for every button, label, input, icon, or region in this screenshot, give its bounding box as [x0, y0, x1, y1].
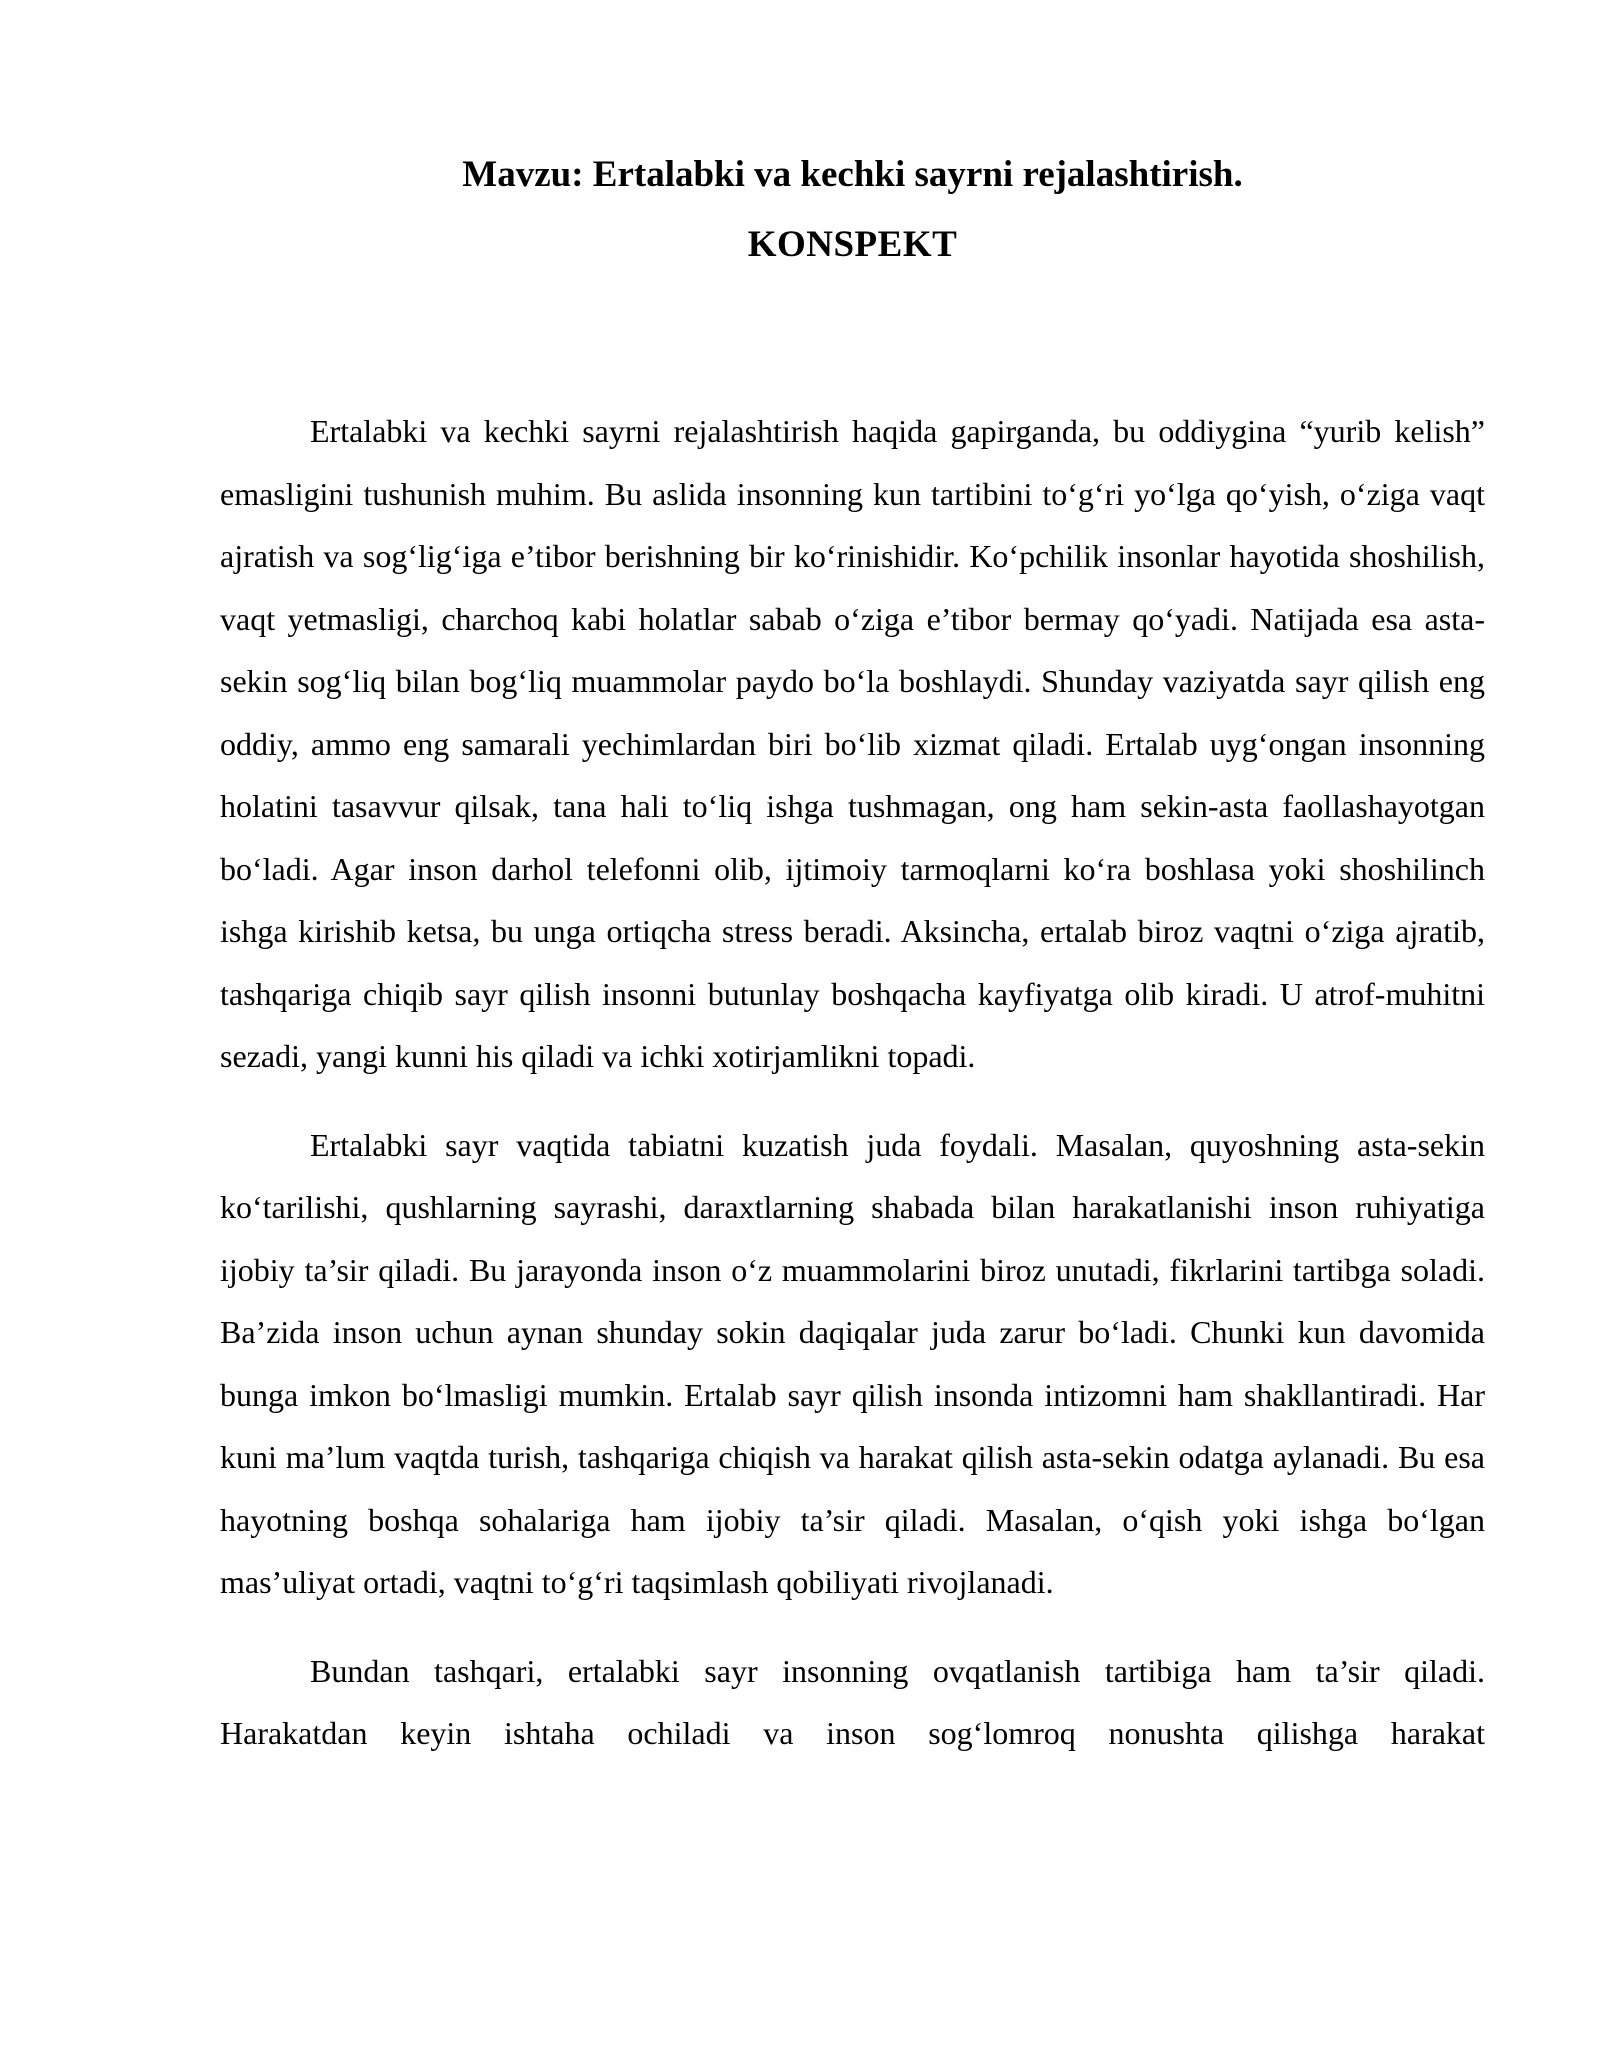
document-content — [220, 140, 1485, 1765]
document-heading: KONSPEKT — [747, 224, 958, 265]
paragraph-3: Bundan tashqari, ertalabki sayr insonning ovqatlanish tartibiga ham ta’sir qiladi. Harakatdan keyin ishtaha ochiladi va inson sogʻlomroq nonushta qilishga harakat — [220, 1652, 1485, 1751]
title-text: Ertalabki va kechki sayrni rejalashtirish. — [583, 154, 1243, 195]
paragraph-1: Ertalabki va kechki sayrni rejalashtirish haqida gapirganda, bu oddiygina “yurib kelish” emasligini tushunish muhim. Bu aslida insonning kun tartibini toʻgʻri yoʻlga qoʻyish, oʻziga vaqt ajratish va sogʻligʻiga e’tibor berishning bir koʻrinishidir. Koʻpchilik insonlar hayotida shoshilish, vaqt yetmasligi, charchoq kabi holatlar sabab oʻziga e’tibor bermay qoʻyadi. Natijada esa asta-sekin sogʻliq bilan bogʻliq muammolar paydo boʻla boshlaydi. Shunday vaziyatda sayr qilish eng oddiy, ammo eng samarali yechimlardan biri boʻlib xizmat qiladi. Ertalab uygʻongan insonning holatini tasavvur qilsak, tana hali toʻliq ishga tushmagan, ong ham sekin-asta faollashayotgan boʻladi. Agar inson darhol telefonni olib, ijtimoiy tarmoqlarni koʻra boshlasa yoki shoshilinch ishga kirishib ketsa, bu unga ortiqcha stress beradi. Aksincha, ertalab biroz vaqtni oʻziga ajratib, tashqariga chiqib sayr qilish insonni butunlay boshqacha kayfiyatga olib kiradi. U atrof-muhitni sezadi, yangi kunni his qiladi va ichki xotirjamlikni topadi. — [220, 413, 1485, 1074]
document-title — [220, 140, 1485, 210]
paragraph-2: Ertalabki sayr vaqtida tabiatni kuzatish juda foydali. Masalan, quyoshning asta-sekin koʻtarilishi, qushlarning sayrashi, daraxtlarning shabada bilan harakatlanishi inson ruhiyatiga ijobiy ta’sir qiladi. Bu jarayonda inson oʻz muammolarini biroz unutadi, fikrlarini tartibga soladi. Ba’zida inson uchun aynan shunday sokin daqiqalar juda zarur boʻladi. Chunki kun davomida bunga imkon boʻlmasligi mumkin. Ertalab sayr qilish insonda intizomni ham shakllantiradi. Har kuni ma’lum vaqtda turish, tashqariga chiqish va harakat qilish asta-sekin odatga aylanadi. Bu esa hayotning boshqa sohalariga ham ijobiy ta’sir qiladi. Masalan, oʻqish yoki ishga boʻlgan mas’uliyat ortadi, vaqtni toʻgʻri taqsimlash qobiliyati rivojlanadi. — [220, 1126, 1485, 1600]
title-label: Mavzu: — [462, 154, 584, 195]
document-body — [220, 400, 1485, 1765]
